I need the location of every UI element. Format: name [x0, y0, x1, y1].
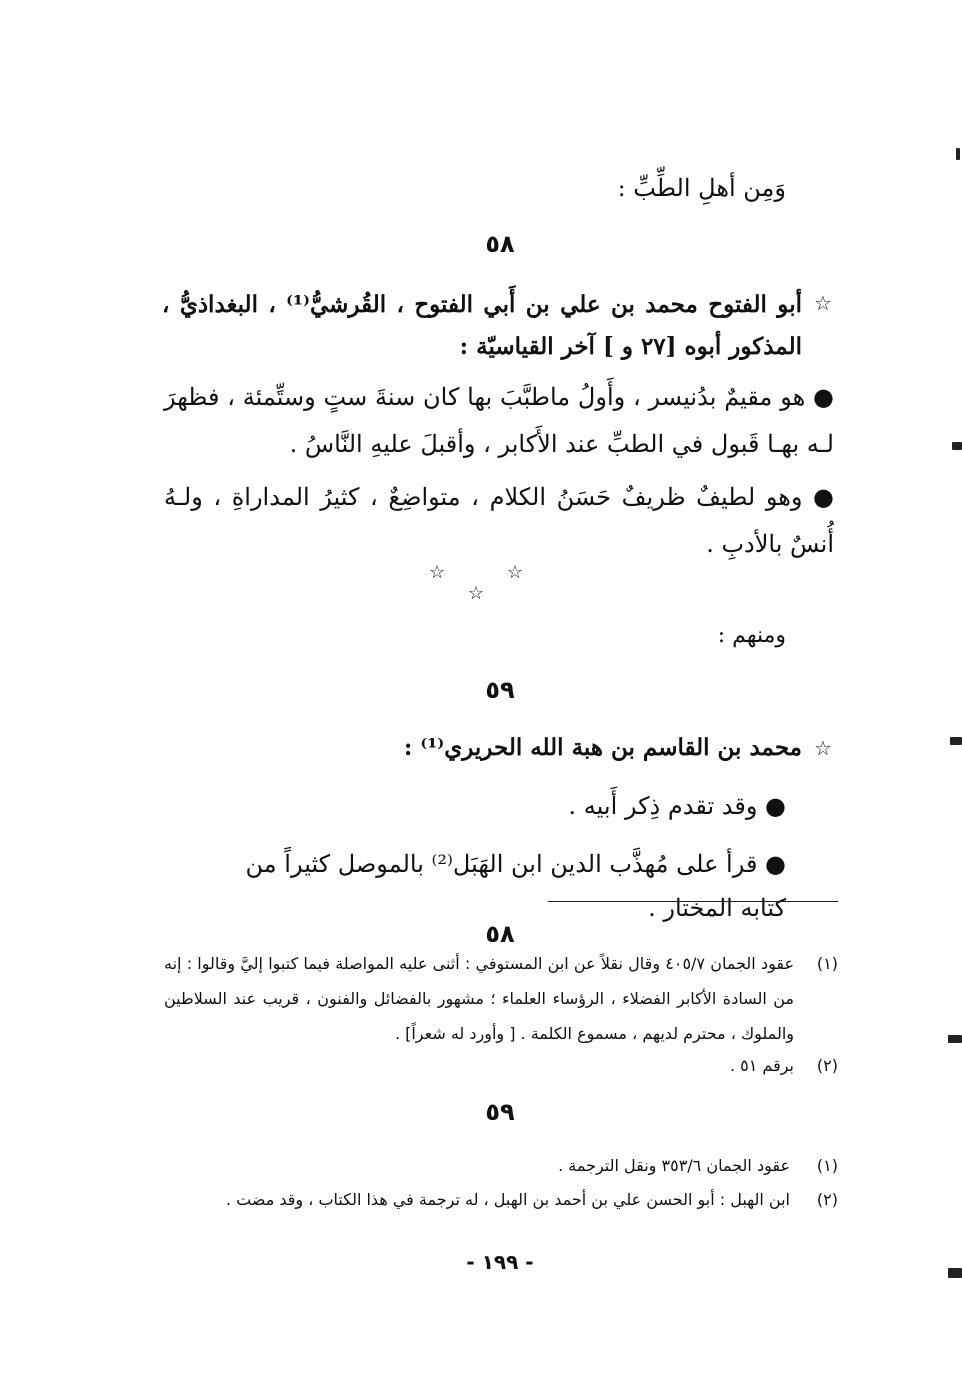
scan-mark: [950, 737, 962, 745]
scan-mark: [956, 148, 960, 160]
entry-59-bullet-1: ● وقد تقدم ذِكر أَبيه .: [568, 792, 786, 820]
entry-59-bullet-2: ● قرأ على مُهذَّب الدين ابن الهَبَل⁽²⁾ بالموصل كثيراً من كتابه المختار .: [245, 850, 786, 922]
entry-58-bullet-1: ● هو مقيمٌ بدُنيسر ، وأَولُ ماطبَّبَ بها كان سنةَ ستٍ وستِّمئة ، فظهرَ لـه بهـا قَبول في الطبِّ عند الأَكابر ، وأقبلَ عليهِ النَّاسُ .: [164, 383, 834, 458]
entry-59-number: ٥٩: [485, 676, 515, 704]
and-among-them: ومنهم :: [717, 623, 786, 648]
star-icon: ☆: [814, 291, 832, 315]
footnote-58-2-text: برقم ٥١ .: [729, 1056, 794, 1075]
footnote-59-2-text: ابن الهبل : أبو الحسن علي بن أحمد بن الهبل ، له ترجمة في هذا الكتاب ، وقد مضت .: [225, 1190, 790, 1209]
footnote-59-1-text: عقود الجمان ٣٥٣/٦ ونقل الترجمة .: [558, 1156, 790, 1175]
footnote-58-1-text: عقود الجمان ٤٠٥/٧ وقال نقلاً عن ابن المستوفي : أثنى عليه المواصلة فيما كتبوا إليَّ وقالوا : إنه من السادة الأكابر الفضلاء ، الرؤساء العلماء ؛ مشهور بالفضائل والفنون ، قريب عند السلاطين والملوك ، محترم لديهم ، مسموع الكلمة . [ وأورد له شعراً] .: [164, 954, 794, 1043]
footnote-59-1-number: (١): [816, 1156, 838, 1175]
page-number: - ١٩٩ -: [466, 1250, 534, 1274]
scan-mark: [948, 1268, 962, 1278]
footnote-59-2-number: (٢): [816, 1190, 838, 1209]
intro-line: وَمِن أهلِ الطِّبِّ :: [617, 174, 786, 202]
entry-59-title: محمد بن القاسم بن هبة الله الحريري⁽¹⁾ :: [403, 734, 802, 761]
entry-58-bullet-2: ● وهو لطيفٌ ظريفٌ حَسَنُ الكلام ، متواضِعٌ ، كثيرُ المداراةِ ، ولـهُ أُنسٌ بالأدبِ .: [164, 483, 834, 558]
scan-mark: [952, 442, 962, 450]
footnotes-58-number: ٥٨: [485, 920, 515, 948]
separator-stars: ☆ ☆ ☆: [429, 562, 551, 604]
entry-58-number: ٥٨: [485, 230, 515, 258]
star-icon: ☆: [814, 736, 832, 760]
entry-58-title: أبو الفتوح محمد بن علي بن أَبي الفتوح ، القُرشيُّ⁽¹⁾ ، البغداذيُّ ، المذكور أبوه [٢٧ و ] آخر القياسيّة :: [162, 291, 802, 360]
footnote-58-1-number: (١): [816, 954, 838, 973]
footnote-separator: [548, 901, 838, 902]
footnote-58-2-number: (٢): [816, 1056, 838, 1075]
footnotes-59-number: ٥٩: [485, 1098, 515, 1126]
scan-mark: [948, 1035, 962, 1043]
